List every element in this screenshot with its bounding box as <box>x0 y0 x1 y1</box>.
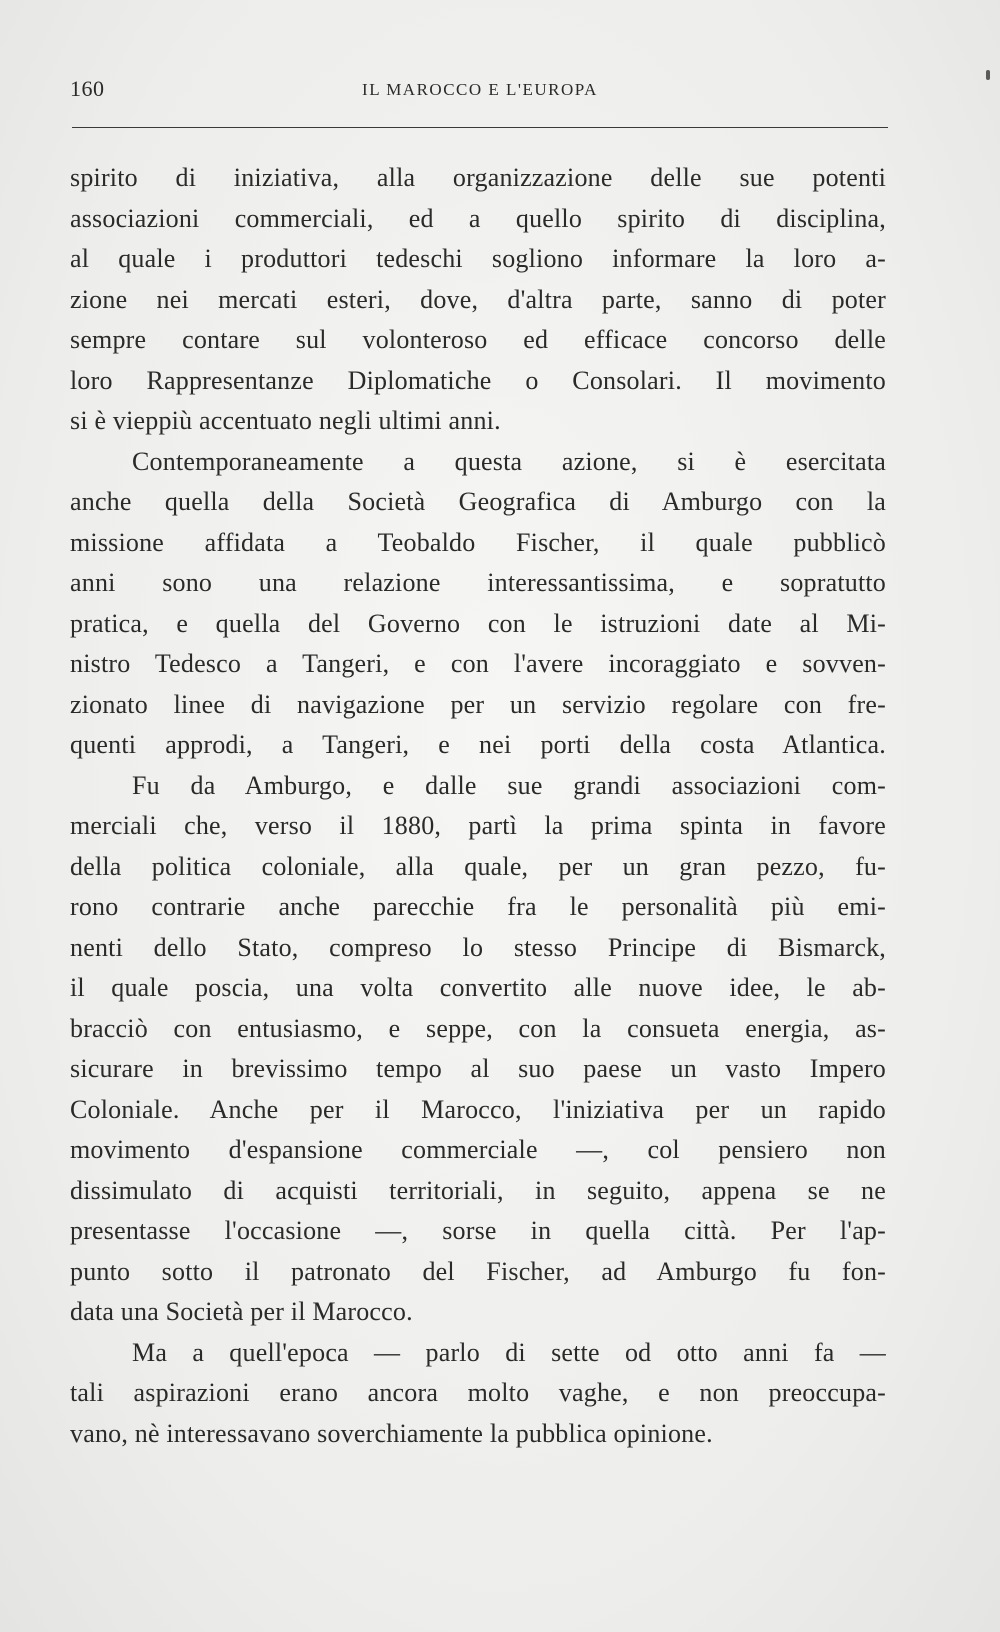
text-line: zione nei mercati esteri, dove, d'altra parte, sanno di poter <box>70 284 886 314</box>
text-line: tali aspirazioni erano ancora molto vaghe, e non preoccupa- <box>70 1378 886 1407</box>
text-line: punto sotto il patronato del Fischer, ad Amburgo fu fon- <box>70 1256 886 1286</box>
text-line: rono contrarie anche parecchie fra le personalità più emi- <box>70 892 886 921</box>
text-line: nenti dello Stato, compreso lo stesso Principe di Bismarck, <box>70 932 886 962</box>
text-line: Contemporaneamente a questa azione, si è esercitata <box>132 446 886 476</box>
text-line: movimento d'espansione commerciale —, col pensiero non <box>70 1135 886 1164</box>
text-line: si è vieppiù accentuato negli ultimi anni. <box>70 406 501 435</box>
text-line: Fu da Amburgo, e dalle sue grandi associazioni com- <box>132 770 886 800</box>
text-line: il quale poscia, una volta convertito alle nuove idee, le ab- <box>70 973 886 1002</box>
text-line: dissimulato di acquisti territoriali, in seguito, appena se ne <box>70 1175 886 1205</box>
text-line: merciali che, verso il 1880, partì la prima spinta in favore <box>70 811 886 840</box>
text-line: zionato linee di navigazione per un servizio regolare con fre- <box>70 689 886 719</box>
text-line: bracciò con entusiasmo, e seppe, con la consueta energia, as- <box>70 1013 886 1043</box>
text-line: vano, nè interessavano soverchiamente la pubblica opinione. <box>70 1418 713 1448</box>
text-line: anche quella della Società Geografica di Amburgo con la <box>70 487 886 516</box>
body-text <box>70 158 886 1454</box>
text-line: Coloniale. Anche per il Marocco, l'iniziativa per un rapido <box>70 1094 886 1124</box>
text-line: anni sono una relazione interessantissima, e sopratutto <box>70 568 886 597</box>
text-line: data una Società per il Marocco. <box>70 1297 413 1326</box>
text-line: loro Rappresentanze Diplomatiche o Consolari. Il movimento <box>70 365 886 395</box>
text-line: sempre contare sul volonteroso ed efficace concorso delle <box>70 325 886 354</box>
text-line: sicurare in brevissimo tempo al suo paese un vasto Impero <box>70 1054 886 1083</box>
text-line: missione affidata a Teobaldo Fischer, il quale pubblicò <box>70 527 886 557</box>
running-title: IL MAROCCO E L'EUROPA <box>362 80 598 99</box>
text-line: della politica coloniale, alla quale, per un gran pezzo, fu- <box>70 851 886 881</box>
text-line: spirito di iniziativa, alla organizzazione delle sue potenti <box>70 163 886 192</box>
text-line: pratica, e quella del Governo con le istruzioni date al Mi- <box>70 608 886 638</box>
page-header <box>70 72 890 112</box>
page-number: 160 <box>70 76 105 101</box>
text-line: presentasse l'occasione —, sorse in quella città. Per l'ap- <box>70 1216 886 1245</box>
text-line: Ma a quell'epoca — parlo di sette od otto anni fa — <box>132 1337 886 1367</box>
header-rule <box>72 127 888 128</box>
text-line: nistro Tedesco a Tangeri, e con l'avere incoraggiato e sovven- <box>70 649 886 678</box>
text-line: quenti approdi, a Tangeri, e nei porti della costa Atlantica. <box>70 730 886 759</box>
ink-speck <box>986 70 990 80</box>
text-line: al quale i produttori tedeschi sogliono informare la loro a- <box>70 244 886 273</box>
text-line: associazioni commerciali, ed a quello spirito di disciplina, <box>70 203 886 233</box>
